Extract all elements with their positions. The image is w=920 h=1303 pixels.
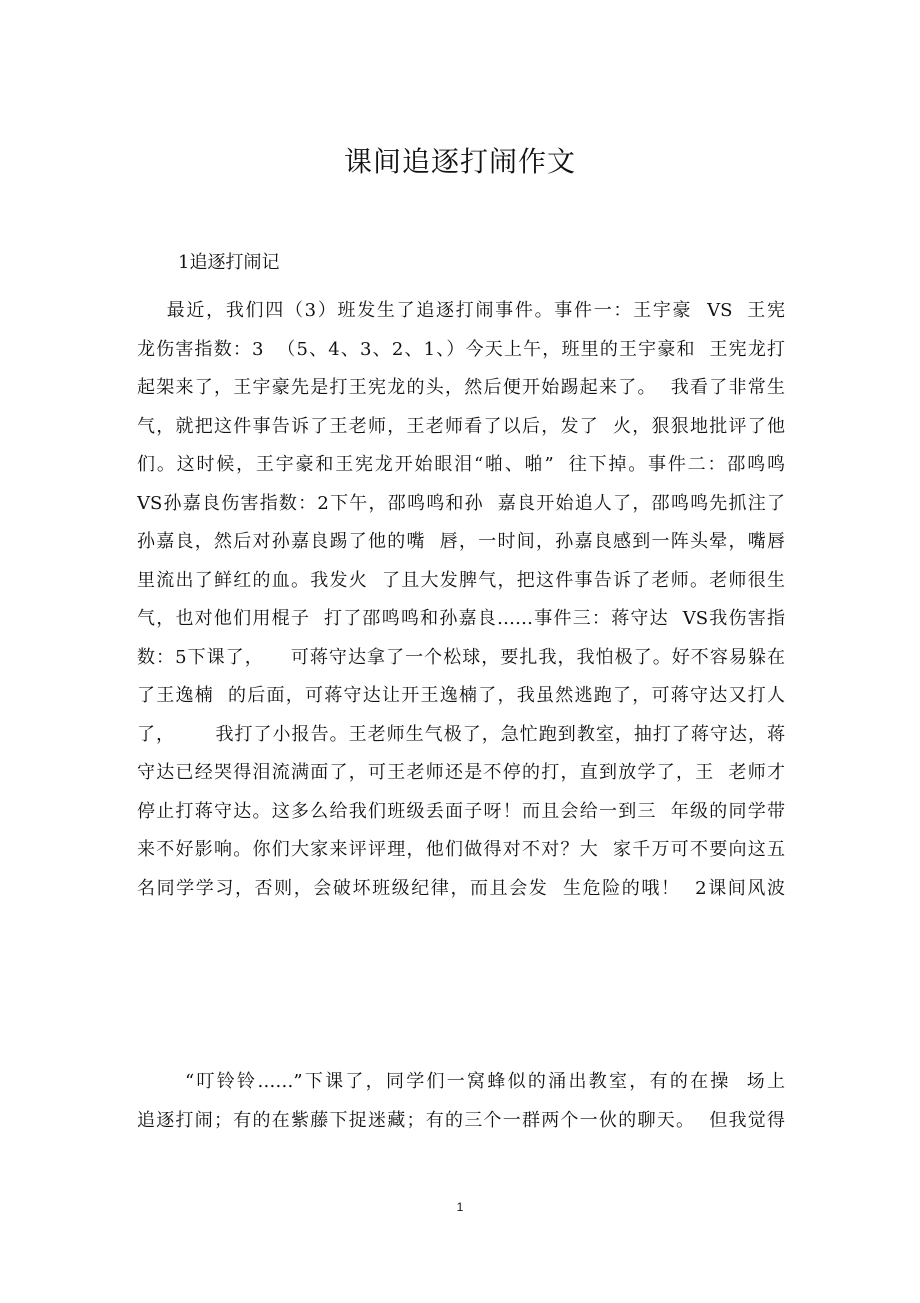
document-title: 课间追逐打闹作文	[343, 145, 576, 178]
text-line: 停止打蒋守达。这多么给我们班级丢面子呀！而且会给一到三 年级的同学带	[137, 800, 785, 822]
text-line: VS孙嘉良伤害指数：2下午，邵鸣鸣和孙 嘉良开始追人了，邵鸣鸣先抓注了	[137, 492, 785, 514]
text-line: 气，也对他们用棍子 打了邵鸣鸣和孙嘉良……事件三：蒋守达 VS我伤害指	[137, 608, 785, 629]
text-line: 里流出了鲜红的血。我发火 了且大发脾气，把这件事告诉了老师。老师很生	[137, 569, 785, 591]
text-line: “叮铃铃……”下课了，同学们一窝蜂似的涌出教室，有的在操 场上	[137, 1071, 785, 1092]
text-line: 孙嘉良，然后对孙嘉良踢了他的嘴 唇，一时间，孙嘉良感到一阵头晕，嘴唇	[137, 531, 785, 552]
text-line: 起架来了，王宇豪先是打王宪龙的头，然后便开始踢起来了。 我看了非常生	[137, 377, 785, 398]
text-line: 气，就把这件事告诉了王老师，王老师看了以后，发了 火，狠狠地批评了他	[137, 415, 785, 437]
text-line: 守达已经哭得泪流满面了，可王老师还是不停的打，直到放学了，王 老师才	[137, 762, 785, 783]
text-line: 们。这时候，王宇豪和王宪龙开始眼泪“啪、啪” 往下掉。事件二：邵鸣鸣	[137, 454, 785, 475]
section-heading: 1追逐打闹记	[178, 252, 280, 273]
text-line: 了， 我打了小报告。王老师生气极了，急忙跑到教室，抽打了蒋守达，蒋	[137, 723, 785, 745]
paragraph-2	[137, 1063, 785, 1140]
text-line: 龙伤害指数：3 （5、4、3、2、1、）今天上午，班里的王宇豪和 王宪龙打	[137, 338, 785, 360]
text-line: 追逐打闹；有的在紫藤下捉迷藏；有的三个一群两个一伙的聊天。 但我觉得	[137, 1109, 785, 1131]
text-line: 数：5下课了， 可蒋守达拿了一个松球，要扎我，我怕极了。好不容易躲在	[137, 646, 785, 668]
text-line: 来不好影响。你们大家来评评理，他们做得对不对？大 家千万可不要向这五	[137, 839, 785, 860]
text-line: 名同学学习，否则，会破坏班级纪律，而且会发 生危险的哦！ 2课间风波	[137, 877, 785, 899]
paragraph-1	[137, 292, 785, 908]
text-line: 了王逸楠 的后面，可蒋守达让开王逸楠了，我虽然逃跑了，可蒋守达又打人	[137, 685, 785, 706]
page-number: 1	[456, 1200, 464, 1214]
text-line: 最近，我们四（3）班发生了追逐打闹事件。事件一：王宇豪 VS 王宪	[137, 300, 785, 321]
